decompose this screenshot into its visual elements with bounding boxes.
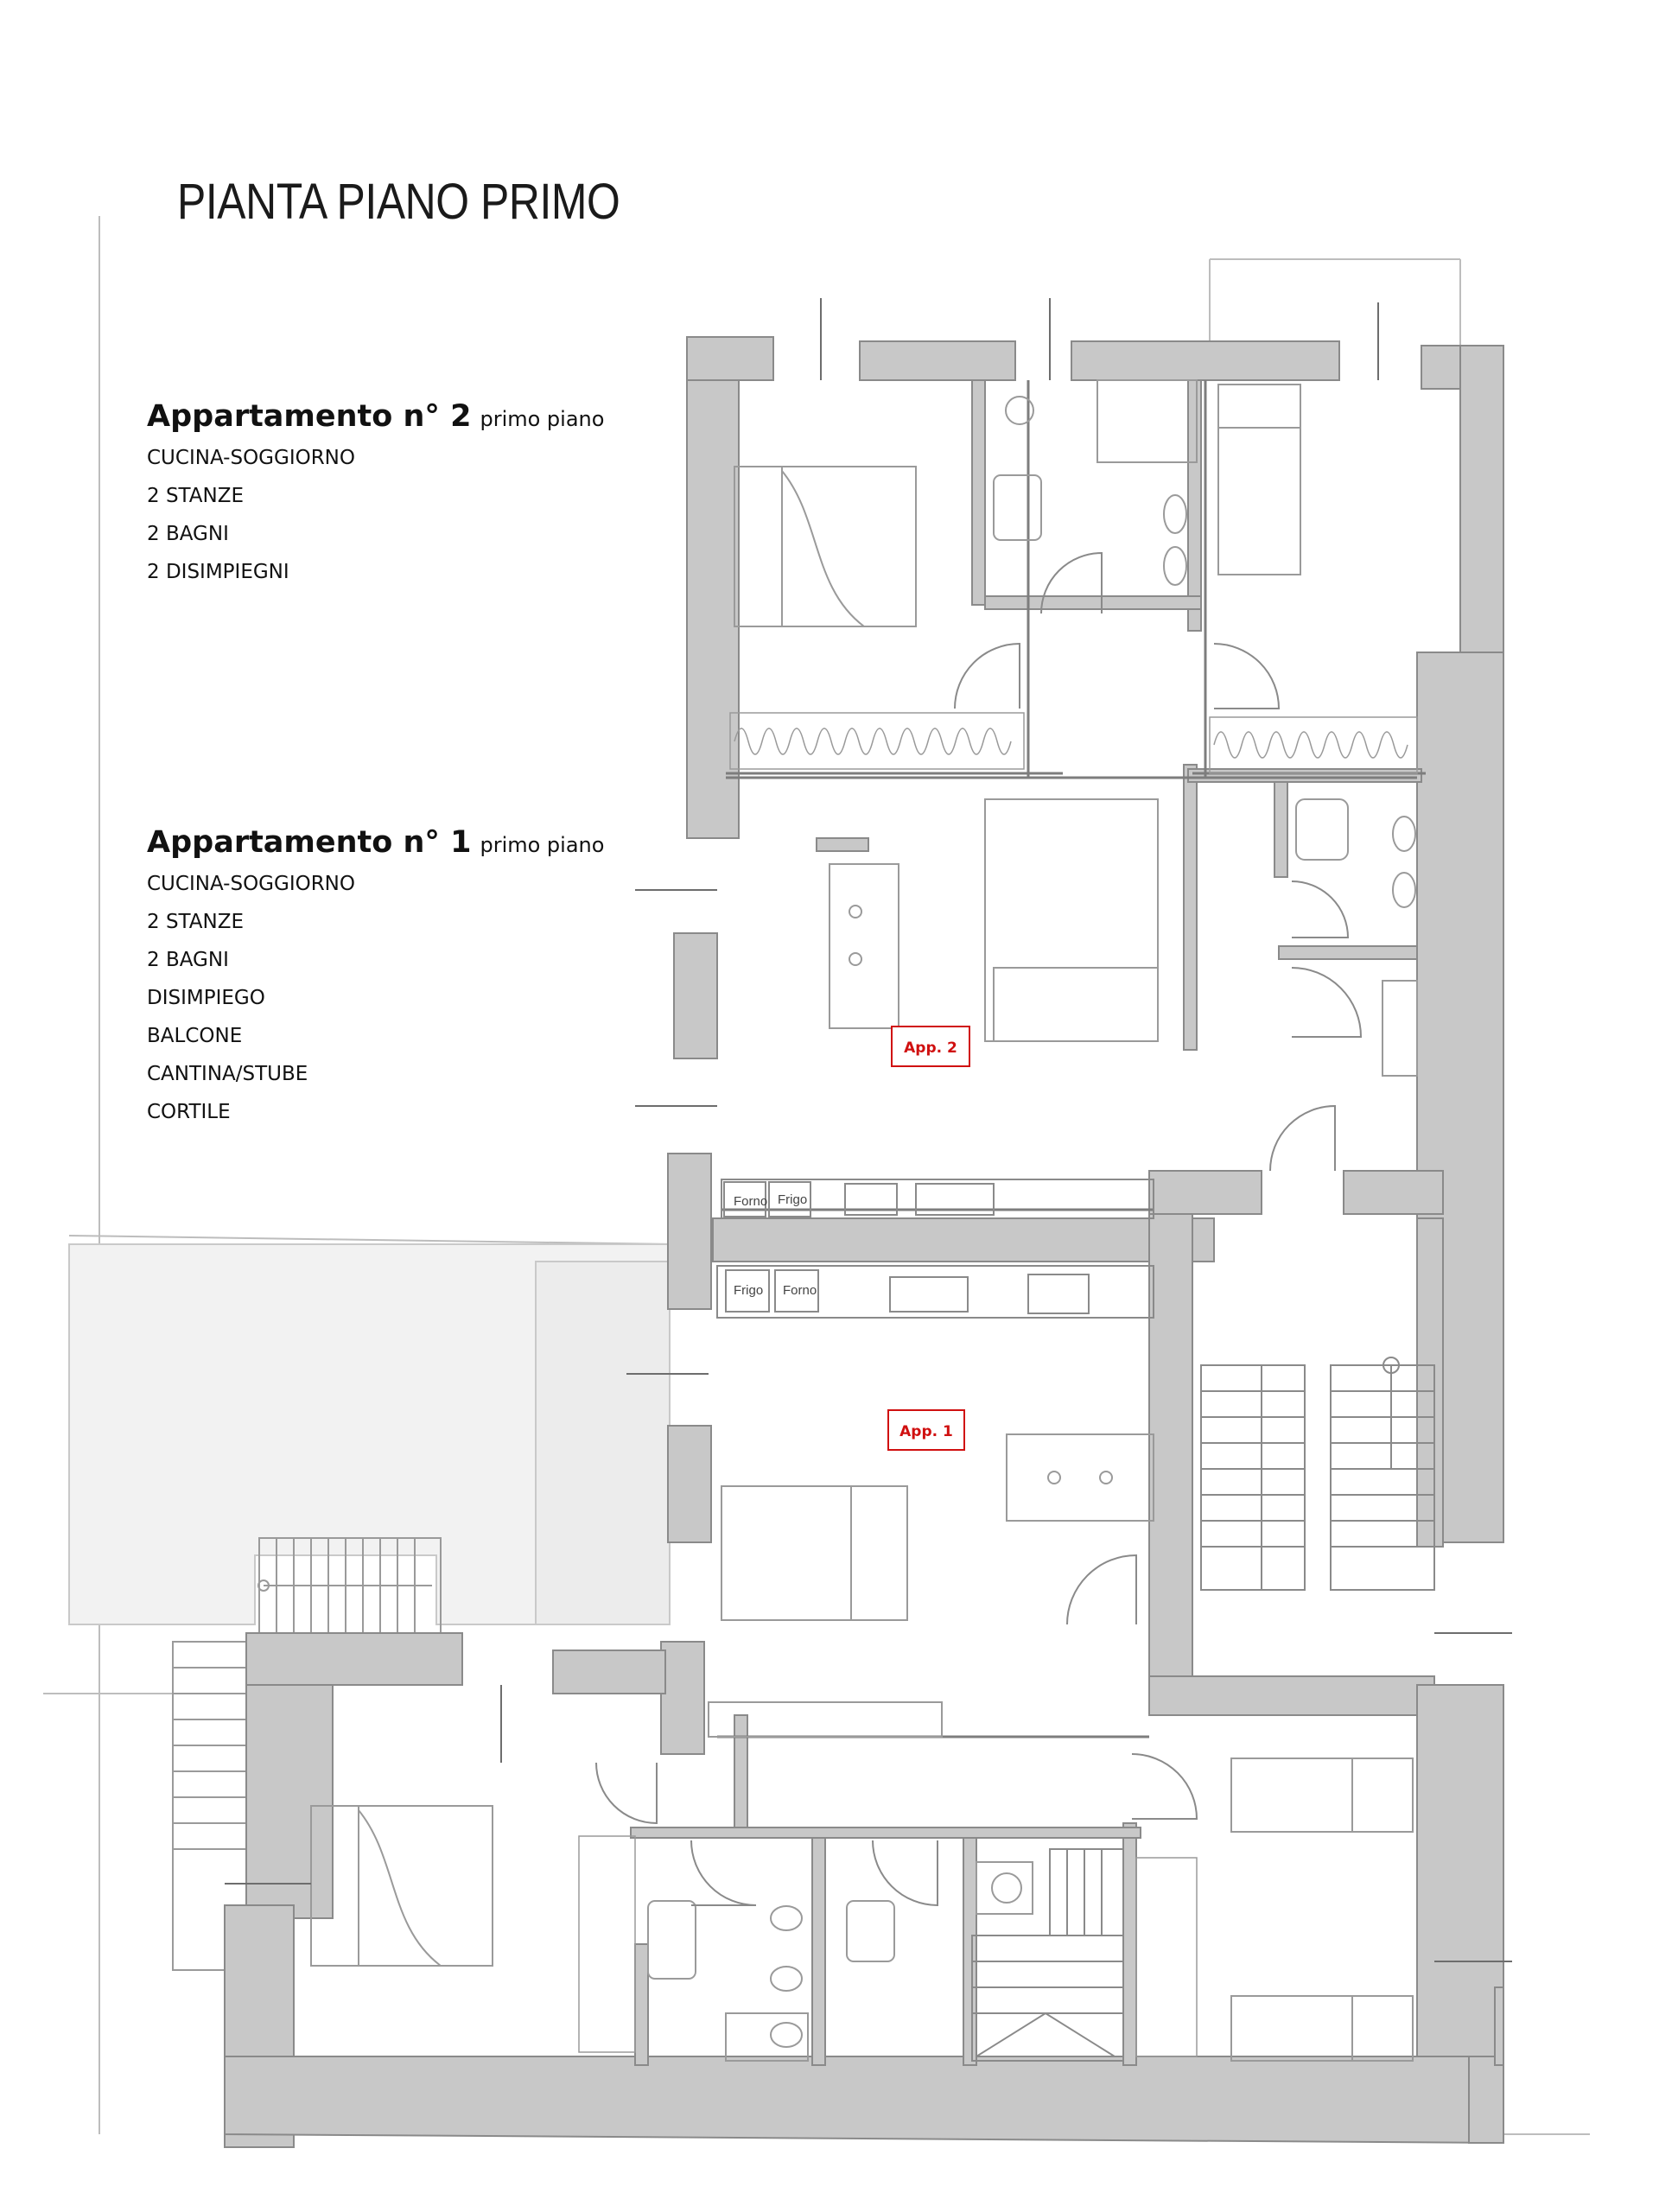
- apartment-2-room: 2 BAGNI: [147, 523, 229, 545]
- app-2-tag-label: App. 2: [904, 1039, 957, 1057]
- fridge-label: Frigo: [778, 1192, 808, 1207]
- apartment-2-floor: primo piano: [480, 407, 605, 431]
- apartment-1-room: CUCINA-SOGGIORNO: [147, 873, 355, 895]
- apartment-1-room: CORTILE: [147, 1101, 231, 1123]
- oven-label: Forno: [783, 1283, 817, 1298]
- partitions: [717, 380, 1426, 1737]
- apartment-2-room: CUCINA-SOGGIORNO: [147, 447, 355, 469]
- living-furniture: [709, 799, 1158, 1737]
- walls: [225, 337, 1503, 2147]
- apartment-2-room: 2 STANZE: [147, 485, 245, 507]
- fridge-label: Frigo: [734, 1283, 764, 1298]
- apartment-1-room: BALCONE: [147, 1025, 243, 1047]
- apartment-1-floor: primo piano: [480, 833, 605, 857]
- app-1-tag-label: App. 1: [899, 1423, 953, 1440]
- apartment-1-room: 2 STANZE: [147, 911, 245, 933]
- oven-label: Forno: [734, 1194, 768, 1209]
- courtyard: [69, 1244, 670, 1624]
- apartment-2-title: Appartamento n° 2: [147, 399, 472, 434]
- apartment-1-room: CANTINA/STUBE: [147, 1063, 308, 1085]
- apartment-2-room: 2 DISIMPIEGNI: [147, 561, 289, 583]
- apartment-1-title: Appartamento n° 1: [147, 825, 472, 860]
- page-title: PIANTA PIANO PRIMO: [177, 174, 620, 230]
- apartment-1-room: 2 BAGNI: [147, 949, 229, 971]
- apartment-1-room: DISIMPIEGO: [147, 987, 265, 1009]
- wardrobes: [579, 713, 1417, 2056]
